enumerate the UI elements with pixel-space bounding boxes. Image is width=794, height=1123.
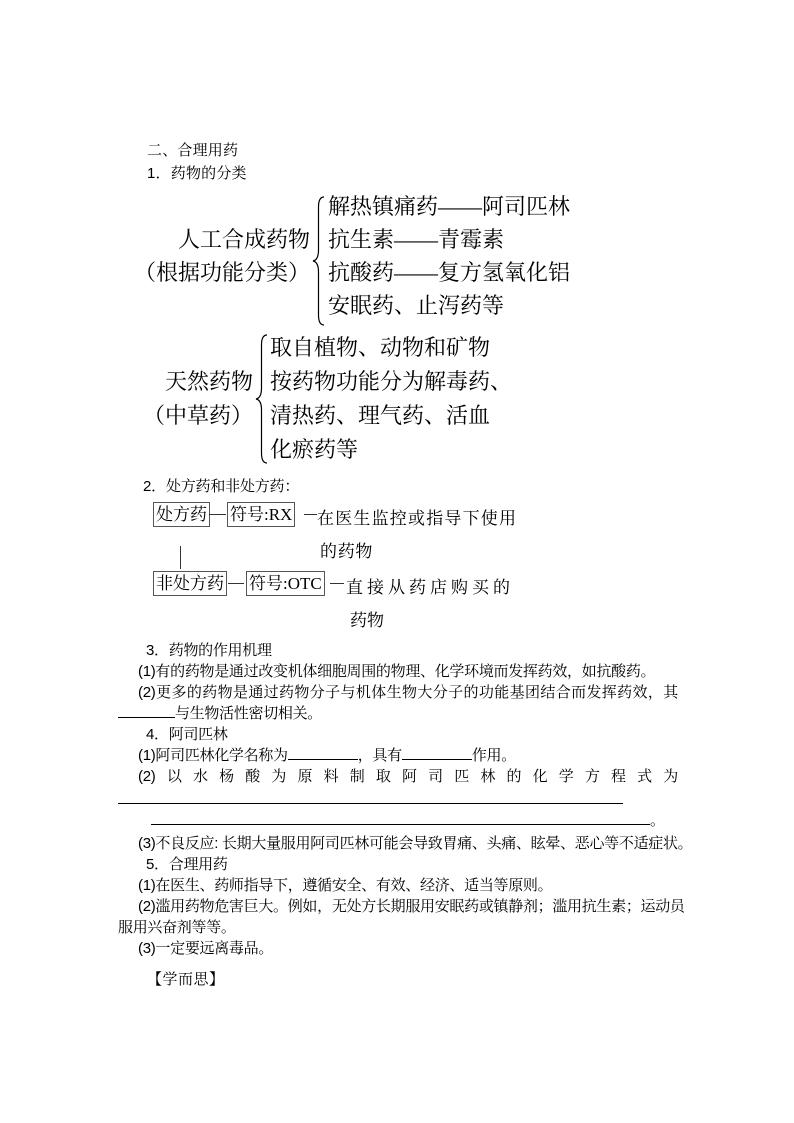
synthetic-label: 人工合成药物 （根据功能分类） — [133, 227, 310, 285]
blank-underline — [402, 745, 472, 760]
study-think-tag: 【学而思】 — [147, 971, 225, 988]
aspirin-title: 4．阿司匹林 — [146, 726, 228, 743]
diagram-item: 解热镇痛药——阿司匹林 — [328, 194, 571, 219]
rx-desc-line: 在医生监控或指导下使用 — [317, 509, 518, 528]
connector-line — [304, 514, 317, 515]
equation-blank-row: 。 — [118, 808, 678, 829]
aspirin-equation-line: (2)以水杨酸为原料制取阿司匹林的化学方程式为 — [138, 768, 678, 785]
prescription-drug-box: 处方药 — [153, 502, 210, 527]
aspirin-line: (3)不良反应: 长期大量服用阿司匹林可能会导致胃痛、头痛、眩晕、恶心等不适症状。 — [138, 835, 693, 852]
rx-desc-line: 直接从药店购买的 — [346, 578, 514, 597]
blank-underline — [118, 703, 175, 718]
left-brace-icon — [254, 334, 268, 464]
rational-line: (3)一定要远离毒品。 — [138, 940, 274, 957]
aspirin-line: (1)阿司匹林化学名称为 ，具有 作用。 — [138, 747, 516, 764]
vertical-connector-line — [180, 546, 181, 569]
left-brace-icon — [311, 196, 325, 326]
rational-line: 服用兴奋剂等等。 — [118, 919, 236, 936]
diagram-item: 抗生素——青霉素 — [328, 227, 505, 252]
equation-blank-row — [118, 787, 678, 808]
rational-line: (2)滥用药物危害巨大。例如，无处方长期服用安眠药或镇静剂；滥用抗生素；运动员 — [138, 898, 685, 915]
mechanism-title: 3．药物的作用机理 — [146, 642, 272, 659]
body-text-block — [118, 640, 693, 959]
diagram-item: 化瘀药等 — [270, 437, 359, 462]
rx-symbol-box: 符号:RX — [227, 502, 295, 527]
rational-title: 5．合理用药 — [146, 856, 228, 873]
otc-drug-box: 非处方药 — [153, 571, 227, 596]
rx-section-title: 2．处方药和非处方药： — [143, 478, 300, 495]
connector-line — [209, 514, 226, 515]
mechanism-line: 与生物活性密切相关。 — [118, 703, 678, 724]
rx-desc-line: 的药物 — [320, 542, 374, 561]
rational-line: (1)在医生、药师指导下，遵循安全、有效、经济、适当等原则。 — [138, 877, 553, 894]
section-heading-block — [147, 139, 247, 185]
diagram-item: 抗酸药——复方氢氧化铝 — [328, 260, 571, 285]
otc-symbol-box: 符号:OTC — [246, 571, 325, 596]
diagram-item: 按药物功能分为解毒药、 — [270, 369, 513, 394]
blank-underline — [118, 787, 623, 804]
blank-underline — [288, 745, 358, 760]
subsection-title: 1．药物的分类 — [147, 165, 247, 182]
mechanism-line: (2)更多的药物是通过药物分子与机体生物大分子的功能基团结合而发挥药效，其 — [138, 684, 678, 701]
natural-items — [270, 331, 512, 467]
diagram-item: 清热药、理气药、活血 — [270, 403, 491, 428]
blank-underline — [151, 808, 650, 825]
connector-line — [228, 583, 244, 584]
section-title: 二、合理用药 — [147, 142, 239, 159]
diagram-item: 取自植物、动物和矿物 — [270, 335, 491, 360]
mechanism-line: (1)有的药物是通过改变机体细胞周围的物理、化学环境而发挥药效，如抗酸药。 — [138, 663, 656, 680]
diagram-item: 安眠药、止泻药等 — [328, 293, 505, 318]
natural-label: 天然药物 （中草药） — [142, 369, 253, 428]
connector-line — [330, 583, 344, 584]
synthetic-items — [328, 190, 570, 322]
rx-desc-line: 药物 — [350, 611, 384, 630]
